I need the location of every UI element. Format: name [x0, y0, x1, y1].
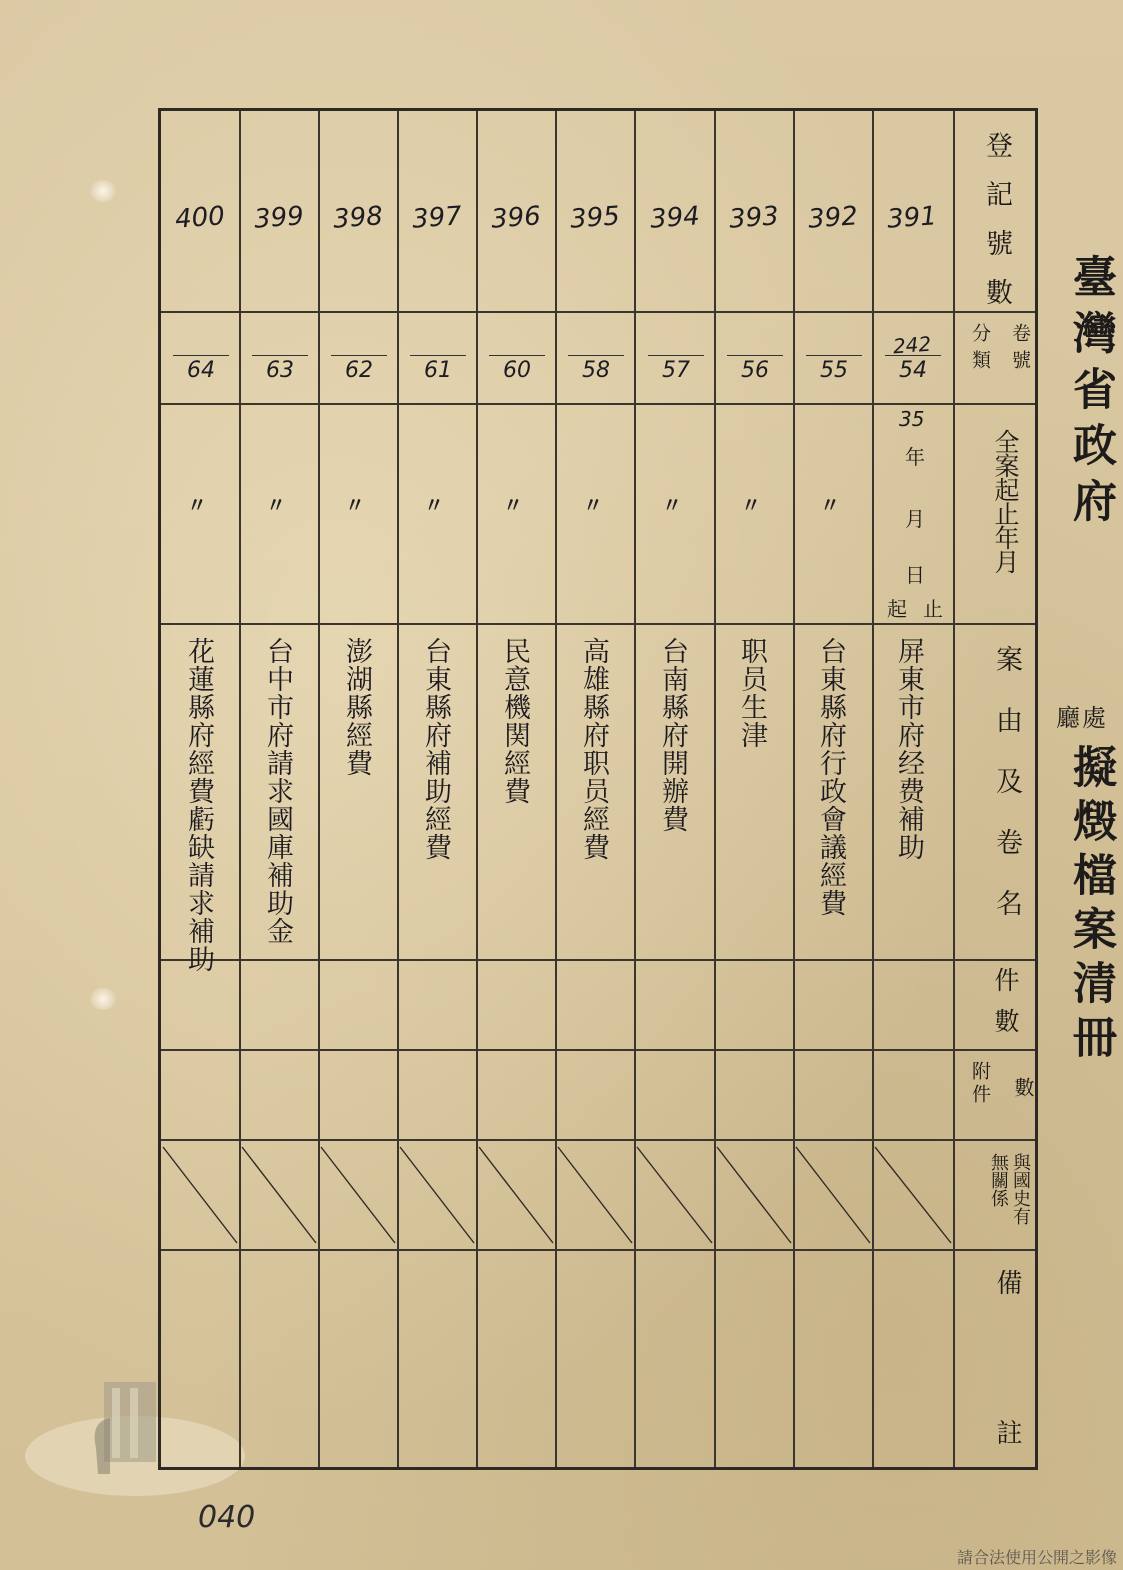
period-end-label: 止 — [923, 597, 943, 621]
volume-number: 55 — [806, 355, 862, 383]
subject-text: 澎湖縣經費 — [341, 637, 372, 777]
header-category: 分類 — [969, 323, 991, 377]
header-period: 全案起止年月 — [991, 429, 1020, 573]
volume-number: 58 — [568, 355, 624, 383]
page-number: 040 — [198, 1500, 256, 1535]
subject-text: 屏東市府经费補助 — [893, 637, 924, 861]
period-year-value: 35 — [899, 407, 925, 431]
document-title-government: 臺灣省政府 — [1065, 254, 1116, 534]
header-attachment-count: 數 — [1011, 1077, 1035, 1097]
header-remarks-bottom: 註 — [992, 1419, 1022, 1445]
header-vol-no: 卷號 — [1009, 323, 1031, 377]
ditto-mark: 〃 — [345, 493, 365, 517]
ditto-mark: 〃 — [503, 493, 523, 517]
subject-text: 职员生津 — [736, 637, 767, 749]
reg-number: 396 — [490, 201, 542, 235]
reg-number: 398 — [332, 201, 384, 235]
subject-text: 花蓮縣府經費虧缺請求補助 — [183, 637, 214, 973]
volume-number-extra: 242 — [892, 331, 932, 359]
period-start-label: 起 — [887, 597, 907, 621]
subject-text: 台東縣府行政會議經費 — [815, 637, 846, 917]
reg-number: 391 — [886, 201, 938, 235]
punch-hole — [90, 180, 116, 202]
header-items: 件數 — [991, 967, 1020, 1049]
reg-number: 392 — [807, 201, 859, 235]
volume-number: 56 — [727, 355, 783, 383]
punch-hole — [90, 988, 116, 1010]
ditto-mark: 〃 — [266, 493, 286, 517]
header-subject: 案由及卷名 — [991, 645, 1022, 950]
subject-text: 台東縣府補助經費 — [420, 637, 451, 861]
volume-number: 63 — [252, 355, 308, 383]
volume-number: 60 — [489, 355, 545, 383]
document-title-department: 廳處 — [1056, 704, 1108, 732]
volume-number: 57 — [648, 355, 704, 383]
usage-stamp: 請合法使用公開之影像 — [956, 1548, 1117, 1567]
header-attachment: 附件 — [969, 1061, 991, 1107]
subject-text: 民意機関經費 — [499, 637, 530, 805]
volume-number: 62 — [331, 355, 387, 383]
strike-through-row — [161, 1139, 953, 1249]
subject-text: 高雄縣府职员經費 — [578, 637, 609, 861]
header-reg-no: 登記號數 — [981, 131, 1012, 327]
period-year-label: 年 — [905, 445, 925, 469]
ditto-mark: 〃 — [662, 493, 682, 517]
ditto-mark: 〃 — [583, 493, 603, 517]
header-remarks-top: 備 — [992, 1269, 1022, 1295]
header-history-relevance: 與國史有無關係 — [988, 1153, 1031, 1225]
records-table — [158, 108, 1038, 1470]
reg-number: 399 — [253, 201, 305, 235]
volume-number: 54 — [885, 355, 941, 383]
reg-number: 397 — [411, 201, 463, 235]
period-day-label: 日 — [905, 563, 925, 587]
reg-number: 394 — [649, 201, 701, 235]
reg-number: 395 — [569, 201, 621, 235]
document-title-list: 擬燬檔案清冊 — [1065, 744, 1116, 1068]
volume-number: 61 — [410, 355, 466, 383]
reg-number: 393 — [728, 201, 780, 235]
ditto-mark: 〃 — [820, 493, 840, 517]
ditto-mark: 〃 — [741, 493, 761, 517]
subject-text: 台南縣府開辦費 — [657, 637, 688, 833]
ditto-mark: 〃 — [187, 493, 207, 517]
ditto-mark: 〃 — [424, 493, 444, 517]
reg-number: 400 — [174, 201, 226, 235]
period-month-label: 月 — [905, 507, 925, 531]
subject-text: 台中市府請求國庫補助金 — [262, 637, 293, 945]
volume-number: 64 — [173, 355, 229, 383]
